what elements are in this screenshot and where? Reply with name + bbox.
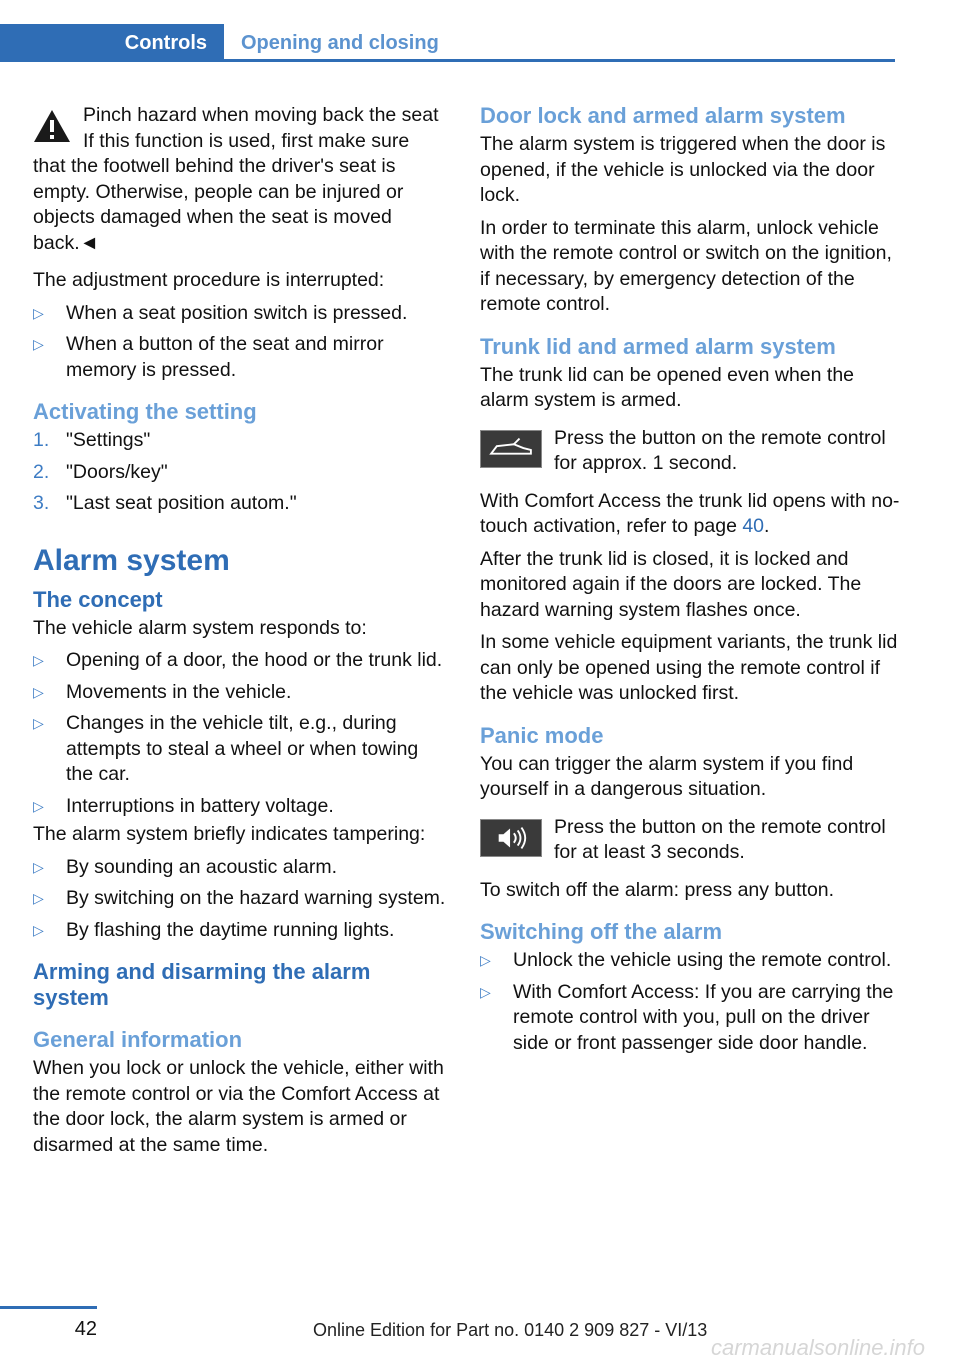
left-column [33,103,448,1165]
section-tab-bar [0,24,895,62]
header-rule [224,59,895,62]
panic-speaker-icon [480,819,542,857]
trunk-lid-heading: Trunk lid and armed alarm system [480,333,836,359]
triangle-bullet-icon: ▷ [33,683,44,700]
concept-heading: The concept [33,586,163,612]
trunk-button-text: Press the button on the remote control for approx. 1 second. [554,426,886,474]
general-information-heading: General information [33,1027,243,1052]
alarm-system-heading: Alarm system [33,543,230,577]
panic-button-text: Press the button on the remote control for at least 3 seconds. [554,815,886,863]
general-information-text: When you lock or unlock the vehicle, either with the remote control or via the Comfort Access at the door lock, the alarm system is armed or disarmed at the same time. [33,1057,444,1156]
warning-body: that the footwell behind the driver's seat is empty. Otherwise, people can be injured or objects damaged when the seat is moved back.◄ [33,155,404,254]
door-lock-text-1: The alarm system is triggered when the door is opened, if the vehicle is unlocked via the door lock. [480,133,886,206]
tab-opening-and-closing[interactable]: Opening and closing [241,32,439,54]
list-item: 2. "Doors/key" [33,460,448,486]
triangle-bullet-icon: ▷ [33,304,44,321]
equipment-variants-text: In some vehicle equipment variants, the trunk lid can only be opened using the remote control if the vehicle was unlocked first. [480,631,898,704]
trunk-button-icon [480,430,542,468]
activating-steps [33,428,448,517]
panic-button-instruction [480,815,900,866]
switching-off-heading: Switching off the alarm [480,919,723,944]
step-number: 2. [33,460,50,483]
triangle-bullet-icon: ▷ [33,890,44,906]
list-item: ▷ When a button of the seat and mirror memory is pressed. [33,333,384,381]
watermark: carmanualsonline.info [711,1335,926,1360]
list-item: ▷ Unlock the vehicle using the remote control. [480,948,900,974]
list-item: ▷ Movements in the vehicle. [33,680,448,706]
switch-off-text: To switch off the alarm: press any button. [480,878,835,901]
trunk-button-instruction [480,426,900,477]
activating-heading: Activating the setting [33,399,257,424]
triangle-bullet-icon: ▷ [33,858,44,875]
concept-intro: The vehicle alarm system responds to: [33,616,367,639]
warning-body-first: If this function is used, first make sure [83,129,410,152]
switching-off-list [480,948,900,1056]
list-item: 3. "Last seat position autom." [33,491,448,517]
arming-heading: Arming and disarming the alarm system [33,959,371,1010]
list-item: ▷ By sounding an acoustic alarm. [33,855,448,881]
triangle-bullet-icon: ▷ [480,983,491,1000]
triangle-bullet-icon: ▷ [480,952,491,968]
footer-rule [0,1306,97,1309]
warning-block [33,103,448,256]
triangle-bullet-icon: ▷ [33,921,44,938]
list-item: ▷ Interruptions in battery voltage. [33,794,448,820]
edition-text: Online Edition for Part no. 0140 2 909 827 - VI/13 [313,1320,708,1340]
list-item: ▷ By switching on the hazard warning system. [33,886,448,912]
step-number: 1. [33,429,50,451]
interrupted-intro: The adjustment procedure is interrupted: [33,269,385,291]
list-item: ▷ With Comfort Access: If you are carrying the remote control with you, pull on the driver side or front passenger side door handle. [480,980,894,1054]
tamper-intro: The alarm system briefly indicates tampering: [33,823,426,845]
warning-title: Pinch hazard when moving back the seat [83,104,439,126]
right-column [480,103,900,1062]
page-link[interactable]: 40 [742,515,765,537]
triangle-bullet-icon: ▷ [33,797,44,814]
warning-triangle-icon [33,109,71,143]
list-item: ▷ By flashing the daytime running lights. [33,918,448,944]
step-number: 3. [33,492,50,514]
trunk-lid-text: The trunk lid can be opened even when the alarm system is armed. [480,363,855,411]
triangle-bullet-icon: ▷ [33,336,44,352]
concept-list [33,648,448,819]
door-lock-heading: Door lock and armed alarm system [480,103,846,128]
panic-mode-heading: Panic mode [480,722,604,748]
tab-controls[interactable]: Controls [0,24,224,62]
list-item: ▷ When a seat position switch is pressed. [33,301,448,327]
page-number: 42 [74,1318,97,1340]
panic-mode-text: You can trigger the alarm system if you find yourself in a dangerous situation. [480,752,854,800]
triangle-bullet-icon: ▷ [33,652,44,668]
interrupted-list [33,301,448,384]
list-item: 1. "Settings" [33,428,448,454]
triangle-bullet-icon: ▷ [33,715,44,731]
list-item: ▷ Changes in the vehicle tilt, e.g., during attempts to steal a wheel or when towing the car. [33,712,419,785]
trunk-closed-text: After the trunk lid is closed, it is locked and monitored again if the doors are locked. The hazard warning system flashes once. [480,547,862,621]
tamper-list [33,855,448,944]
list-item: ▷ Opening of a door, the hood or the trunk lid. [33,648,448,674]
comfort-access-text: With Comfort Access the trunk lid opens with no-touch activation, refer to page 40. [480,489,900,537]
door-lock-text-2: In order to terminate this alarm, unlock vehicle with the remote control or switch on the ignition, if necessary, by emergency detection of the remote control. [480,216,892,315]
